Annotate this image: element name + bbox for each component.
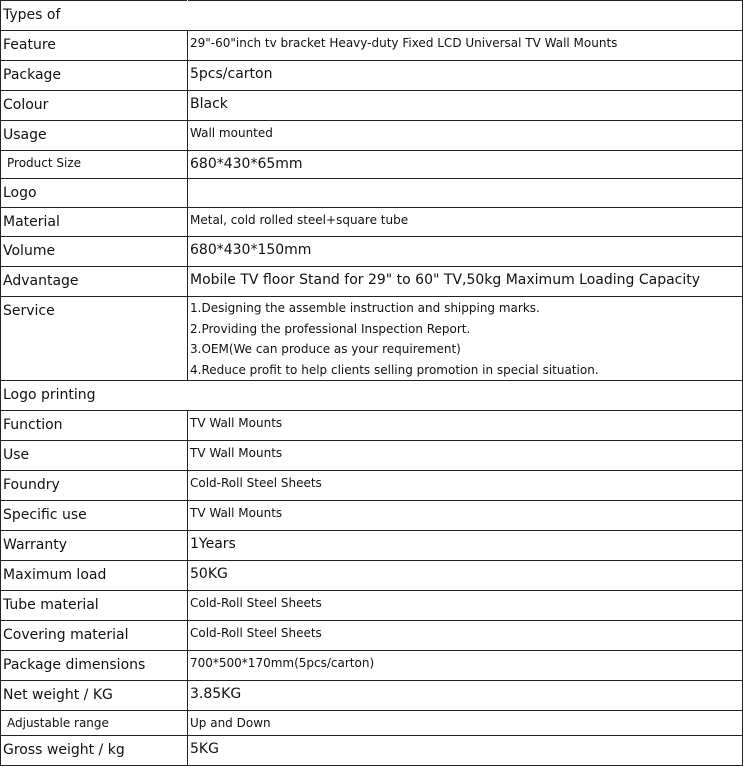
row-label: Package dimensions bbox=[1, 651, 188, 681]
table-row bbox=[1, 531, 743, 561]
row-label: Foundry bbox=[1, 471, 188, 501]
row-value: 5pcs/carton bbox=[188, 61, 743, 91]
table-row bbox=[1, 681, 743, 711]
row-value: 1Years bbox=[188, 531, 743, 561]
row-label: Warranty bbox=[1, 531, 188, 561]
row-label: Adjustable range bbox=[1, 711, 188, 736]
row-label: Product Size bbox=[1, 151, 188, 179]
row-label: Function bbox=[1, 411, 188, 441]
row-label: Service bbox=[1, 297, 188, 381]
row-value: Metal, cold rolled steel+square tube bbox=[188, 208, 743, 237]
table-row bbox=[1, 471, 743, 501]
row-label: Advantage bbox=[1, 267, 188, 297]
row-label: Covering material bbox=[1, 621, 188, 651]
row-value: 700*500*170mm(5pcs/carton) bbox=[188, 651, 743, 681]
row-value: Cold-Roll Steel Sheets bbox=[188, 621, 743, 651]
table-row bbox=[1, 381, 743, 411]
row-label: Types of bbox=[1, 1, 188, 31]
row-label: Use bbox=[1, 441, 188, 471]
row-label: Package bbox=[1, 61, 188, 91]
row-value: 3.85KG bbox=[188, 681, 743, 711]
row-value: TV Wall Mounts bbox=[188, 501, 743, 531]
table-row bbox=[1, 91, 743, 121]
row-value: 680*430*65mm bbox=[188, 151, 743, 179]
table-row bbox=[1, 711, 743, 736]
row-value: 680*430*150mm bbox=[188, 237, 743, 267]
row-value: Cold-Roll Steel Sheets bbox=[188, 471, 743, 501]
row-label: Logo printing bbox=[1, 381, 188, 411]
table-row bbox=[1, 179, 743, 208]
table-row bbox=[1, 297, 743, 381]
table-row bbox=[1, 151, 743, 179]
row-label: Volume bbox=[1, 237, 188, 267]
service-line: 2.Providing the professional Inspection Report. bbox=[190, 321, 471, 336]
table-row bbox=[1, 267, 743, 297]
row-label: Usage bbox=[1, 121, 188, 151]
table-row bbox=[1, 591, 743, 621]
table-row bbox=[1, 441, 743, 471]
row-value bbox=[188, 1, 743, 31]
row-value: Wall mounted bbox=[188, 121, 743, 151]
table-row bbox=[1, 561, 743, 591]
row-value: Black bbox=[188, 91, 743, 121]
table-row bbox=[1, 61, 743, 91]
row-label: Colour bbox=[1, 91, 188, 121]
row-value: TV Wall Mounts bbox=[188, 441, 743, 471]
service-line: 4.Reduce profit to help clients selling promotion in special situation. bbox=[190, 362, 599, 377]
row-label: Gross weight / kg bbox=[1, 736, 188, 766]
table-row bbox=[1, 1, 743, 31]
row-value: Mobile TV floor Stand for 29" to 60" TV,50kg Maximum Loading Capacity bbox=[188, 267, 743, 297]
table-row bbox=[1, 501, 743, 531]
row-label: Logo bbox=[1, 179, 188, 208]
table-row bbox=[1, 208, 743, 237]
table-row bbox=[1, 736, 743, 766]
row-label: Feature bbox=[1, 31, 188, 61]
row-value bbox=[188, 179, 743, 208]
row-label: Tube material bbox=[1, 591, 188, 621]
row-label: Maximum load bbox=[1, 561, 188, 591]
table-row bbox=[1, 121, 743, 151]
table-row bbox=[1, 411, 743, 441]
row-value: 50KG bbox=[188, 561, 743, 591]
table-row bbox=[1, 237, 743, 267]
table-row bbox=[1, 621, 743, 651]
row-value: Cold-Roll Steel Sheets bbox=[188, 591, 743, 621]
service-line: 3.OEM(We can produce as your requirement) bbox=[190, 342, 461, 356]
row-value: Up and Down bbox=[188, 711, 743, 736]
service-line: 1.Designing the assemble instruction and shipping marks. bbox=[190, 301, 540, 315]
row-value: TV Wall Mounts bbox=[188, 411, 743, 441]
table-row bbox=[1, 31, 743, 61]
row-value bbox=[188, 381, 743, 411]
row-value bbox=[188, 297, 743, 381]
table-row bbox=[1, 651, 743, 681]
row-value: 5KG bbox=[188, 736, 743, 766]
row-label: Material bbox=[1, 208, 188, 237]
row-label: Net weight / KG bbox=[1, 681, 188, 711]
row-value: 29"-60"inch tv bracket Heavy-duty Fixed LCD Universal TV Wall Mounts bbox=[188, 31, 743, 61]
row-label: Specific use bbox=[1, 501, 188, 531]
